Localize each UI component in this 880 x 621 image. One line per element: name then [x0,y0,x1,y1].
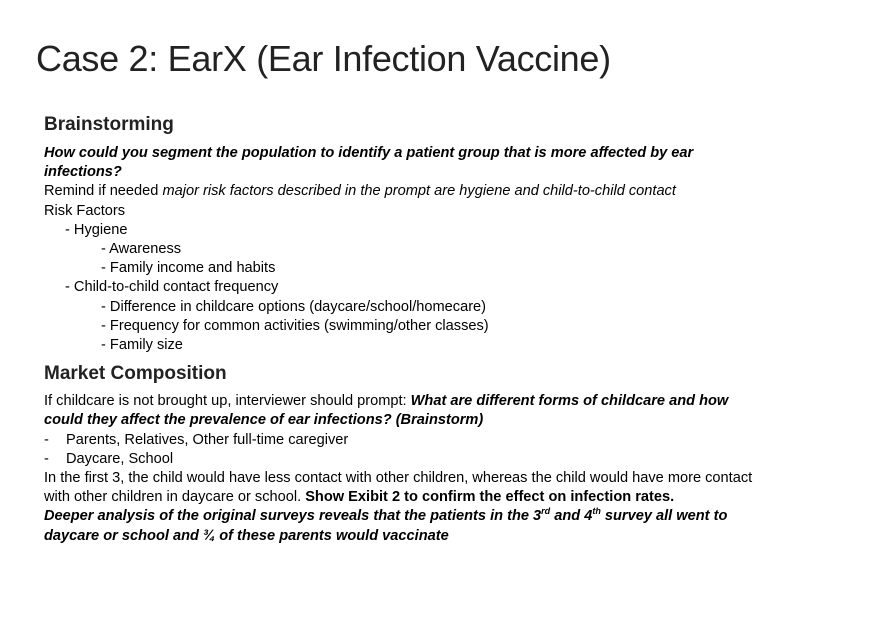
superscript-rd: rd [541,506,551,517]
explanation-paragraph [44,469,764,507]
slide-title: Case 2: EarX (Ear Infection Vaccine) [36,38,611,79]
contact-item: - Difference in childcare options (daycare/school/homecare) [101,298,487,315]
exhibit-instruction: Show Exibit 2 to confirm the effect on infection rates. [305,489,675,506]
prompt-prefix: If childcare is not brought up, interviewer should prompt: [44,393,411,410]
slide-body [44,113,764,546]
deeper-text-1: Deeper analysis of the original surveys reveals that the patients in the 3 [44,508,542,525]
childcare-prompt [44,392,764,430]
bullet-marker: - [44,450,49,467]
bullet-marker: - [44,431,49,448]
childcare-bullet [44,431,764,450]
childcare-bullet [44,450,764,469]
segmentation-question: How could you segment the population to identify a patient group that is more affected by ear infections? [44,145,694,181]
hygiene-item: - Family income and habits [101,260,276,277]
risk-factor-hygiene: - Hygiene [65,221,128,238]
contact-item: - Frequency for common activities (swimming/other classes) [101,317,489,334]
explanation-text: In the first 3, the child would have less contact with other children, whereas the child would have more contact with other children in daycare or school. [44,470,753,506]
contact-item: - Family size [101,337,183,354]
remind-line [44,182,764,201]
hygiene-item: - Awareness [101,241,182,258]
bullet-text: Daycare, School [66,450,174,467]
deeper-text-3: survey all went to daycare or school and ¾ of these parents would vaccinate [44,508,728,544]
deeper-text-2: and 4 [550,508,593,525]
prompt-question: What are different forms of childcare and how could they affect the prevalence of ear infections? (Brainstorm) [44,393,729,429]
market-composition-heading: Market Composition [44,363,227,385]
deeper-analysis [44,507,764,545]
risk-factor-contact: - Child-to-child contact frequency [65,279,279,296]
remind-prefix: Remind if needed [44,183,163,200]
superscript-th: th [592,506,601,517]
risk-factors-label: Risk Factors [44,202,126,219]
remind-italic: major risk factors described in the prompt are hygiene and child-to-child contact [162,183,676,200]
brainstorming-heading: Brainstorming [44,114,174,135]
bullet-text: Parents, Relatives, Other full-time caregiver [66,431,349,448]
